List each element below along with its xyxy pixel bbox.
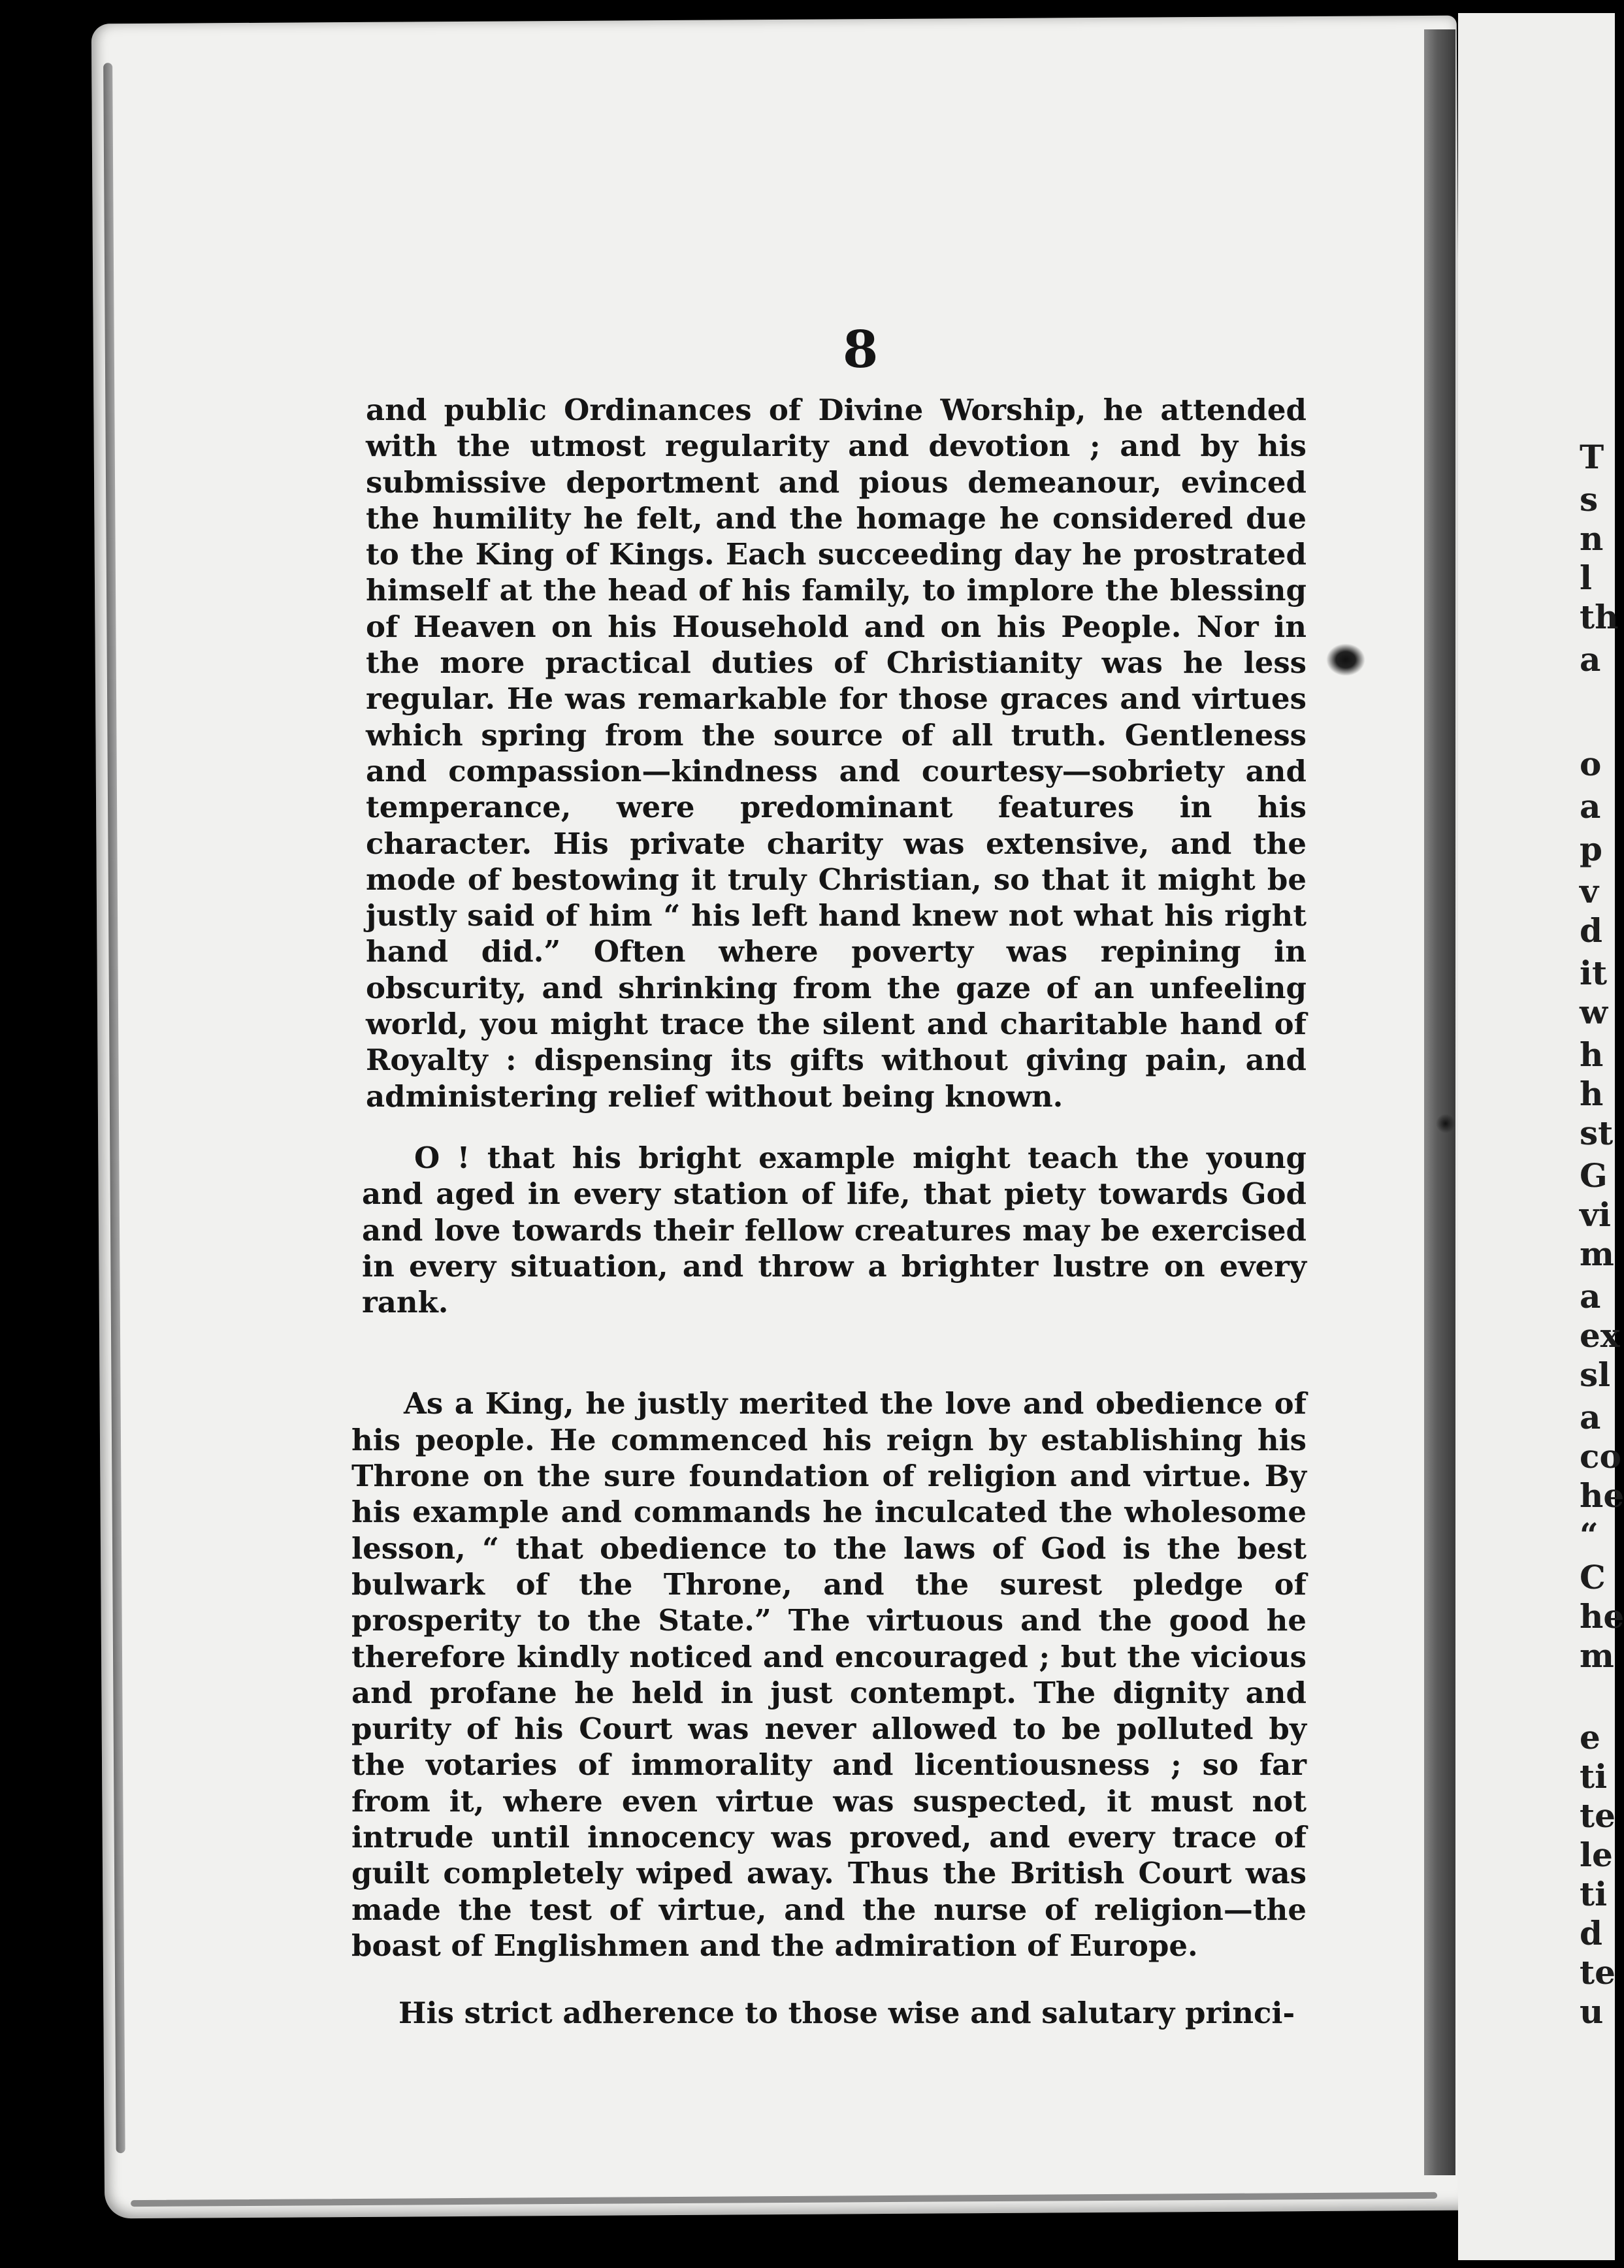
adjacent-page-fragment: vi [1580, 1195, 1612, 1234]
adjacent-page-fragment: sl [1580, 1355, 1611, 1394]
adjacent-page-fragment: p [1580, 830, 1602, 868]
paragraph-2: O ! that his bright example might teach the young and aged in every station of life, that piety towards God and love towards their fellow creatures may be exercised in every situation, and throw a brighter lustre on every rank. [362, 1141, 1307, 1320]
paragraph-1: and public Ordinances of Divine Worship, he attended with the utmost regularity and devotion ; and by his submissive deportment and pious demeanour, evinced the humility he felt, and the homage he considered due to the King of Kings. Each succeeding day he prostrated himself at the head of his family, to implore the blessing of Heaven on his Household and on his People. Nor in the more practical duties of Christianity was he less regular. He was remarkable for those graces and virtues which spring from the source of all truth. Gentleness and compassion—kindness and courtesy—sobriety and temperance, were predominant features in his character. His private charity was extensive, and the mode of bestowing it truly Christian, so that it might be justly said of him “ his left hand knew not what his right hand did.” Often where poverty was repining in obscurity, and shrinking from the gaze of an unfeeling world, you might trace the silent and charitable hand of Royalty : dispensing its gifts without giving pain, and administering relief without being known. [366, 393, 1307, 1114]
page-left-edge [103, 63, 125, 2153]
adjacent-page-fragment: a [1580, 1277, 1601, 1316]
adjacent-page-fragment: n [1580, 519, 1604, 558]
adjacent-page-fragment: d [1580, 911, 1602, 950]
adjacent-page-fragment: ti [1580, 1875, 1608, 1913]
body-text [351, 392, 1307, 2032]
adjacent-page-fragment: T [1580, 438, 1604, 476]
adjacent-page-fragment: a [1580, 787, 1601, 826]
ink-blot [1436, 1114, 1455, 1133]
adjacent-page-fragment: a [1580, 640, 1601, 679]
adjacent-page-fragment: he [1580, 1597, 1624, 1636]
adjacent-page-fragment: “ [1580, 1515, 1599, 1554]
adjacent-page-fragment: m [1580, 1636, 1614, 1675]
adjacent-page-fragment: G [1580, 1156, 1608, 1195]
adjacent-page-fragment: le [1580, 1836, 1613, 1874]
adjacent-page-fragment: o [1580, 745, 1602, 783]
page-number: 8 [843, 320, 879, 380]
paragraph-3: As a King, he justly merited the love and obedience of his people. He commenced his reign by establishing his Throne on the sure foundation of religion and virtue. By his example and commands he inculcated the wholesome lesson, “ that obedience to the laws of God is the best bulwark of the Throne, and the surest pledge of prosperity to the State.” The virtuous and the good he therefore kindly noticed and encouraged ; but the vicious and profane he held in just contempt. The dignity and purity of his Court was never allowed to be polluted by the votaries of immorality and licentiousness ; so far from it, where even virtue was suspected, it must not intrude until innocency was proved, and every trace of guilt completely wiped away. Thus the British Court was made the test of virtue, and the nurse of religion—the boast of Englishmen and the admiration of Europe. [351, 1386, 1307, 1963]
adjacent-page-fragment: m [1580, 1235, 1614, 1273]
ink-blot [1326, 643, 1365, 676]
adjacent-page-fragment: w [1580, 993, 1608, 1031]
adjacent-page-strip [1458, 13, 1624, 2260]
page-bottom-edge [131, 2192, 1437, 2207]
adjacent-page-fragment: e [1580, 1718, 1600, 1757]
adjacent-page-fragment: s [1580, 480, 1599, 519]
adjacent-page-fragment: C [1580, 1558, 1606, 1596]
adjacent-page-fragment: ex [1580, 1316, 1620, 1355]
adjacent-page-fragment: he [1580, 1476, 1624, 1515]
adjacent-page-fragment: st [1580, 1114, 1614, 1152]
adjacent-page-fragment: te [1580, 1796, 1616, 1835]
adjacent-page-fragment: u [1580, 1992, 1604, 2031]
adjacent-page-fragment: ti [1580, 1757, 1608, 1796]
adjacent-page-fragment: te [1580, 1953, 1616, 1992]
adjacent-page-fragment: d [1580, 1914, 1602, 1952]
adjacent-page-fragment: l [1580, 559, 1592, 597]
adjacent-page-fragment: h [1580, 1035, 1604, 1074]
adjacent-page-fragment: co [1580, 1437, 1621, 1476]
book-gutter [1424, 29, 1455, 2175]
paragraph-4: His strict adherence to those wise and salutary princi- [398, 1996, 1295, 2031]
adjacent-page-fragment: th [1580, 598, 1619, 636]
adjacent-page-fragment: v [1580, 872, 1599, 911]
adjacent-page-fragment: it [1580, 954, 1608, 992]
adjacent-page-fragment: a [1580, 1398, 1601, 1436]
adjacent-page-fragment: h [1580, 1075, 1604, 1113]
